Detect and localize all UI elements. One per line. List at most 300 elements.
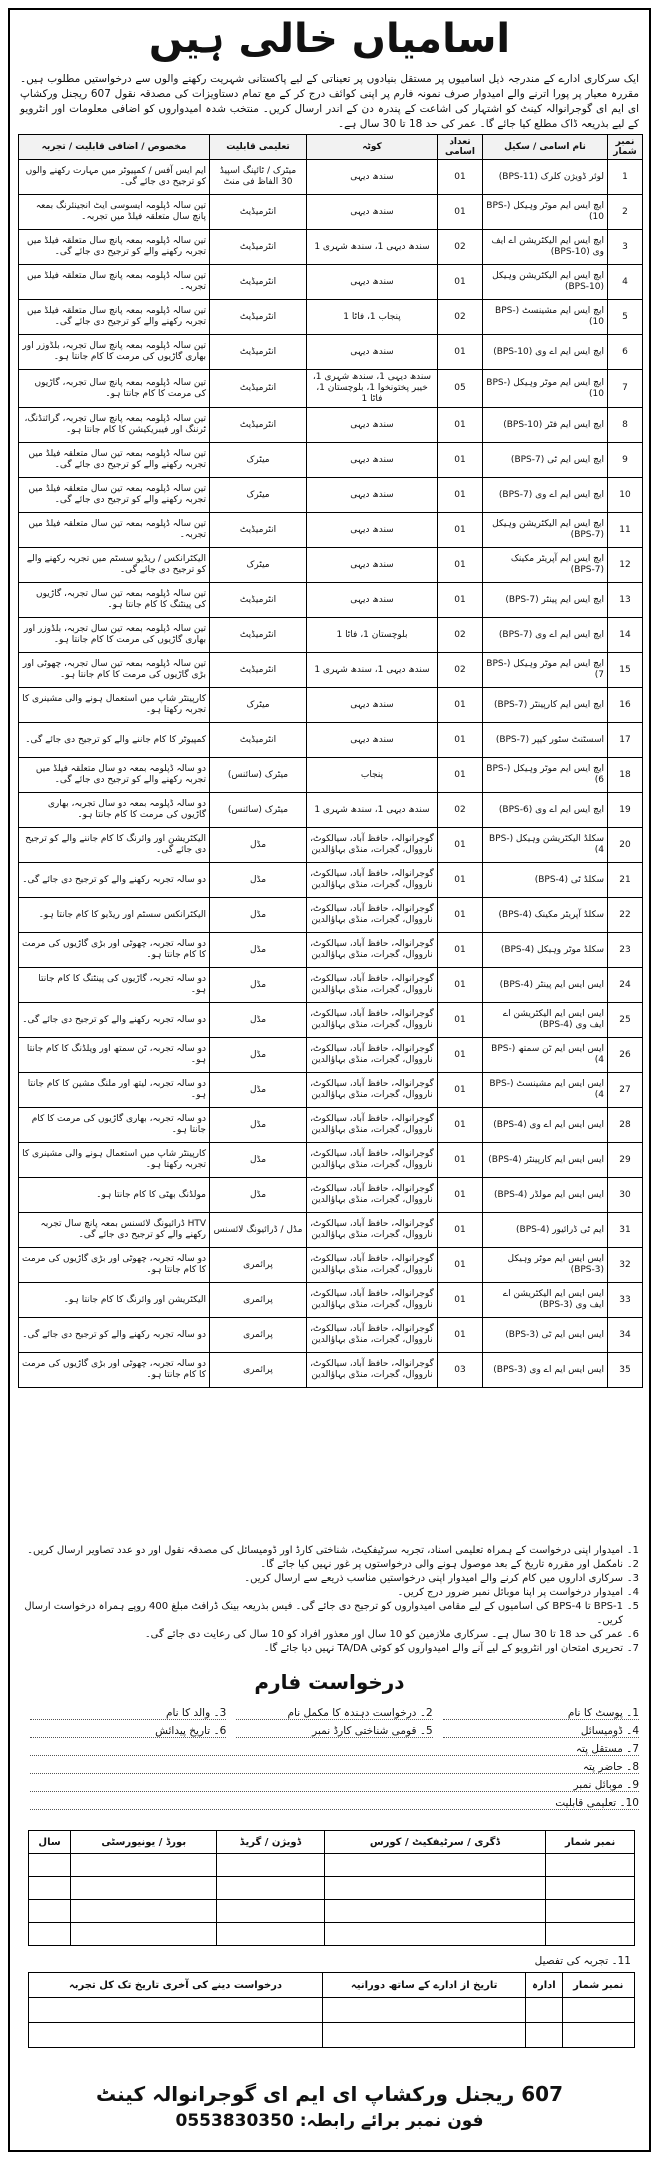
education-cell[interactable] [217,1877,324,1900]
cell-qual: انٹرمیڈیٹ [210,300,307,335]
cell-exp: دو سالہ تجربہ رکھنے والے کو ترجیح دی جائے گی۔ [19,1318,210,1353]
cell-exp: دو سالہ تجربہ، لیتھ اور ملنگ مشین کا کام جانتا ہو۔ [19,1073,210,1108]
cell-exp: دو سالہ تجربہ، چھوٹی اور بڑی گاڑیوں کی مرمت کا کام جانتا ہو۔ [19,1353,210,1388]
cell-exp: تین سالہ ڈپلومہ بمعہ تین سال تجربہ، گاڑیوں کی پینٹنگ کا کام جانتا ہو۔ [19,583,210,618]
experience-header: ادارہ [526,1973,562,1998]
cell-sn: 15 [608,653,643,688]
table-row [19,863,643,898]
cell-qty: 01 [438,933,483,968]
cell-post: ایس ایس ایم کارپینٹر (BPS-4) [483,1143,608,1178]
cell-exp: الیکٹریشن اور وائرنگ کا کام جانتا ہو۔ [19,1283,210,1318]
cell-qty: 02 [438,300,483,335]
note-text: امیدوار درخواست پر اپنا موبائل نمبر ضرور درج کریں۔ [397,1587,623,1598]
cell-qty: 01 [438,160,483,195]
form-field: 6۔ تاریخ پیدائش [30,1725,226,1738]
header-exp: مخصوص / اضافی قابلیت / تجربہ [19,135,210,160]
cell-qual: پرائمری [210,1248,307,1283]
form-field: 2۔ درخواست دہندہ کا مکمل نام [236,1707,432,1720]
cell-post: ایچ ایس ایم اے وی (BPS-7) [483,478,608,513]
cell-sn: 26 [608,1038,643,1073]
cell-sn: 27 [608,1073,643,1108]
cell-qty: 01 [438,898,483,933]
cell-post: ایس ایس ایم اے وی (BPS-4) [483,1108,608,1143]
form-title: درخواست فارم [254,1670,405,1694]
cell-quota: گوجرانوالہ، حافظ آباد، سیالکوٹ، نارووال، گجرات، منڈی بہاؤالدین [307,1003,438,1038]
intro-paragraph: ایک سرکاری ادارے کے مندرجہ ذیل اسامیوں پر مستقل بنیادوں پر تعیناتی کے لیے پاکستانی شہریت رکھنے والوں سے درخواستیں مطلوب ہیں۔ مقررہ معیار پر پورا اترنے والے امیدوار صرف نمونہ فارم پر اپنی کوائف درج کر کے مع تمام دستاویزات کی مصدقہ نقول 607 ریجنل ورکشاپ ای ایم ای گوجرانوالہ کینٹ کو اشتہار کی اشاعت کے پندرہ دن کے اندر ارسال کریں۔ منتخب شدہ امیدواروں کو اضافی معلومات اور انٹرویو کے لیے بذریعہ ڈاک مطلع کیا جائے گا۔ عمر کی حد 18 تا 30 سال ہے۔ [20,73,639,130]
education-row [29,1877,635,1900]
advertisement-page [8,8,651,2152]
cell-quota: گوجرانوالہ، حافظ آباد، سیالکوٹ، نارووال، گجرات، منڈی بہاؤالدین [307,1283,438,1318]
notes-section [20,1544,639,1656]
cell-quota: پنجاب [307,758,438,793]
cell-exp: دو سالہ تجربہ، چھوٹی اور بڑی گاڑیوں کی مرمت کا کام جانتا ہو۔ [19,933,210,968]
cell-sn: 12 [608,548,643,583]
cell-quota: سندھ دیہی [307,408,438,443]
experience-header: نمبر شمار [562,1973,634,1998]
form-field: 4۔ ڈومیسائل [443,1725,639,1738]
cell-qual: انٹرمیڈیٹ [210,335,307,370]
education-cell[interactable] [217,1923,324,1946]
cell-qual: مڈل [210,898,307,933]
cell-quota: سندھ دیہی [307,513,438,548]
education-cell[interactable] [29,1854,71,1877]
cell-qty: 01 [438,1108,483,1143]
education-cell[interactable] [29,1877,71,1900]
cell-qual: پرائمری [210,1353,307,1388]
cell-quota: گوجرانوالہ، حافظ آباد، سیالکوٹ، نارووال، گجرات، منڈی بہاؤالدین [307,828,438,863]
table-row [19,548,643,583]
cell-sn: 20 [608,828,643,863]
cell-qty: 01 [438,1178,483,1213]
cell-quota: گوجرانوالہ، حافظ آباد، سیالکوٹ، نارووال، گجرات، منڈی بہاؤالدین [307,1038,438,1073]
table-row [19,793,643,828]
cell-exp: تین سالہ ڈپلومہ بمعہ پانچ سال متعلقہ فیلڈ میں تجربہ رکھنے والے کو ترجیح دی جائے گی۔ [19,230,210,265]
table-row [19,195,643,230]
experience-header: درخواست دینے کی آخری تاریخ تک کل تجربہ [29,1973,323,1998]
cell-sn: 16 [608,688,643,723]
education-cell[interactable] [546,1923,635,1946]
form-row [20,1720,639,1738]
cell-sn: 17 [608,723,643,758]
cell-qual: مڈل [210,1143,307,1178]
cell-sn: 23 [608,933,643,968]
cell-quota: سندھ دیہی [307,335,438,370]
cell-exp: تین سالہ ڈپلومہ بمعہ پانچ سال متعلقہ فیلڈ میں تجربہ رکھنے والے کو ترجیح دی جائے گی۔ [19,300,210,335]
cell-quota: گوجرانوالہ، حافظ آباد، سیالکوٹ، نارووال، گجرات، منڈی بہاؤالدین [307,1213,438,1248]
cell-exp: دو سالہ تجربہ، ٹن سمتھ اور ویلڈنگ کا کام جانتا ہو۔ [19,1038,210,1073]
cell-post: ایس ایس ایم الیکٹریشن اے ایف وی (BPS-3) [483,1283,608,1318]
cell-exp: تین سالہ ڈپلومہ بمعہ تین سال متعلقہ فیلڈ میں تجربہ رکھنے والے کو ترجیح دی جائے گی۔ [19,443,210,478]
table-row [19,513,643,548]
education-header: ڈگری / سرٹیفکیٹ / کورس [324,1831,546,1854]
cell-quota: گوجرانوالہ، حافظ آباد، سیالکوٹ، نارووال، گجرات، منڈی بہاؤالدین [307,933,438,968]
experience-cell[interactable] [29,2023,323,2048]
education-header: بورڈ / یونیورسٹی [71,1831,217,1854]
table-row [19,1213,643,1248]
cell-quota: گوجرانوالہ، حافظ آباد، سیالکوٹ، نارووال، گجرات، منڈی بہاؤالدین [307,1178,438,1213]
table-row [19,478,643,513]
cell-qual: انٹرمیڈیٹ [210,370,307,408]
table-row [19,968,643,1003]
education-cell[interactable] [324,1877,546,1900]
education-cell[interactable] [71,1854,217,1877]
cell-qty: 01 [438,335,483,370]
cell-post: ایچ ایس ایم موٹر وہیکل (BPS-6) [483,758,608,793]
experience-cell[interactable] [526,2023,562,2048]
cell-qual: میٹرک / ٹائپنگ اسپیڈ 30 الفاظ فی منٹ [210,160,307,195]
cell-post: سکلڈ ٹی (BPS-4) [483,863,608,898]
cell-quota: پنجاب 1، فاٹا 1 [307,300,438,335]
education-cell[interactable] [29,1900,71,1923]
cell-qty: 05 [438,370,483,408]
table-row [19,933,643,968]
cell-sn: 30 [608,1178,643,1213]
cell-post: ایچ ایس ایم فٹر (BPS-10) [483,408,608,443]
form-field: 9۔ موبائل نمبر [30,1779,639,1792]
note-number: 2۔ [626,1559,639,1570]
cell-post: ایس ایس ایم اے وی (BPS-3) [483,1353,608,1388]
table-row [19,1038,643,1073]
cell-sn: 28 [608,1108,643,1143]
footer [10,2082,649,2131]
cell-qty: 01 [438,583,483,618]
form-field: 10۔ تعلیمی قابلیت [30,1797,639,1810]
cell-quota: سندھ دیہی [307,723,438,758]
cell-post: ایس ایس ایم ٹی (BPS-3) [483,1318,608,1353]
table-row [19,618,643,653]
cell-qual: میٹرک [210,688,307,723]
education-row [29,1854,635,1877]
note-item [20,1642,639,1656]
cell-exp: تین سالہ ڈپلومہ ایسوسی ایٹ انجینئرنگ بمعہ پانچ سال متعلقہ فیلڈ میں تجربہ۔ [19,195,210,230]
cell-quota: گوجرانوالہ، حافظ آباد، سیالکوٹ، نارووال، گجرات، منڈی بہاؤالدین [307,1108,438,1143]
education-cell[interactable] [71,1877,217,1900]
cell-qty: 01 [438,513,483,548]
cell-post: ایچ ایس ایم الیکٹریشن وہیکل (BPS-10) [483,265,608,300]
cell-sn: 33 [608,1283,643,1318]
experience-header: تاریخ از ادارے کے ساتھ دورانیہ [323,1973,526,1998]
cell-qual: میٹرک (سائنس) [210,758,307,793]
education-cell[interactable] [217,1900,324,1923]
table-row [19,583,643,618]
cell-sn: 32 [608,1248,643,1283]
form-row [20,1756,639,1774]
education-table-body [29,1854,635,1946]
table-row [19,408,643,443]
cell-qty: 02 [438,618,483,653]
footer-organization: 607 ریجنل ورکشاپ ای ایم ای گوجرانوالہ کینٹ [95,2082,564,2106]
cell-qty: 01 [438,265,483,300]
table-row [19,370,643,408]
cell-post: ایچ ایس ایم الیکٹریشن وہیکل (BPS-7) [483,513,608,548]
education-cell[interactable] [546,1900,635,1923]
cell-quota: سندھ دیہی 1، سندھ شہری 1 [307,653,438,688]
cell-post: ایچ ایس ایم کارپینٹر (BPS-7) [483,688,608,723]
cell-qty: 03 [438,1353,483,1388]
cell-exp: تین سالہ ڈپلومہ بمعہ پانچ سال تجربہ، بلڈوزر اور بھاری گاڑیوں کی مرمت کا کام جانتا ہو۔ [19,335,210,370]
cell-qty: 01 [438,548,483,583]
cell-quota: سندھ دیہی [307,583,438,618]
cell-qty: 01 [438,688,483,723]
footer-phone: فون نمبر برائے رابطہ: 0553830350 [175,2111,484,2131]
education-header: ڈویژن / گریڈ [217,1831,324,1854]
experience-label: 11۔ تجربہ کی تفصیل [534,1955,631,1967]
education-cell[interactable] [546,1854,635,1877]
cell-exp: تین سالہ ڈپلومہ بمعہ پانچ سال تجربہ، گرائنڈنگ، ٹرننگ اور فیبریکیشن کا کام جانتا ہو۔ [19,408,210,443]
experience-row [29,2023,635,2048]
cell-qty: 01 [438,1073,483,1108]
cell-quota: گوجرانوالہ، حافظ آباد، سیالکوٹ، نارووال، گجرات، منڈی بہاؤالدین [307,1318,438,1353]
cell-qual: مڈل [210,1003,307,1038]
education-row [29,1923,635,1946]
table-row [19,1318,643,1353]
cell-sn: 7 [608,370,643,408]
cell-exp: دو سالہ تجربہ، بھاری گاڑیوں کی مرمت کا کام جانتا ہو۔ [19,1108,210,1143]
note-item [20,1558,639,1572]
note-item [20,1600,639,1628]
experience-table-header [29,1973,635,1998]
header-post: نام اسامی / سکیل [483,135,608,160]
table-row [19,1073,643,1108]
cell-post: لوئر ڈویژن کلرک (BPS-11) [483,160,608,195]
cell-quota: گوجرانوالہ، حافظ آباد، سیالکوٹ، نارووال، گجرات، منڈی بہاؤالدین [307,1248,438,1283]
education-cell[interactable] [29,1923,71,1946]
vacancy-table-header [19,135,643,160]
education-cell[interactable] [324,1900,546,1923]
cell-exp: کارپینٹر شاپ میں استعمال ہونے والی مشینری کا تجربہ رکھتا ہو۔ [19,688,210,723]
note-text: امیدوار اپنی درخواست کے ہمراہ تعلیمی اسناد، تجربہ سرٹیفکیٹ، شناختی کارڈ اور ڈومیسائل کی مصدقہ نقول اور دو عدد تصاویر ارسال کریں۔ [27,1545,623,1556]
cell-qty: 01 [438,408,483,443]
table-row [19,160,643,195]
cell-qty: 01 [438,1038,483,1073]
cell-sn: 8 [608,408,643,443]
cell-qual: مڈل [210,1108,307,1143]
cell-qty: 02 [438,230,483,265]
cell-quota: گوجرانوالہ، حافظ آباد، سیالکوٹ، نارووال، گجرات، منڈی بہاؤالدین [307,863,438,898]
cell-sn: 6 [608,335,643,370]
header-qty: تعداد اسامی [438,135,483,160]
header-quota: کوٹہ [307,135,438,160]
cell-qty: 01 [438,863,483,898]
cell-qty: 01 [438,723,483,758]
cell-quota: سندھ دیہی [307,478,438,513]
cell-exp: الیکٹریشن اور وائرنگ کا کام جاننے والے کو ترجیح دی جائے گی۔ [19,828,210,863]
cell-post: ایچ ایس ایم اے وی (BPS-6) [483,793,608,828]
experience-cell[interactable] [323,2023,526,2048]
note-item [20,1628,639,1642]
cell-sn: 3 [608,230,643,265]
cell-post: ایچ ایس ایم پینٹر (BPS-7) [483,583,608,618]
cell-qual: انٹرمیڈیٹ [210,653,307,688]
cell-qty: 01 [438,1318,483,1353]
cell-quota: سندھ دیہی 1، سندھ شہری 1، خیبر پختونخوا 1، بلوچستان 1، فاٹا 1 [307,370,438,408]
note-item [20,1572,639,1586]
cell-qual: میٹرک [210,548,307,583]
cell-sn: 31 [608,1213,643,1248]
table-row [19,1003,643,1038]
cell-qual: مڈل [210,1073,307,1108]
table-row [19,1178,643,1213]
note-number: 1۔ [626,1545,639,1556]
cell-post: ایس ایس ایم مولڈر (BPS-4) [483,1178,608,1213]
cell-sn: 4 [608,265,643,300]
cell-exp: HTV ڈرائیونگ لائسنس بمعہ پانچ سال تجربہ رکھنے والے کو ترجیح دی جائے گی۔ [19,1213,210,1248]
table-row [19,653,643,688]
cell-sn: 9 [608,443,643,478]
cell-post: ایچ ایس ایم آپریٹر مکینک (BPS-7) [483,548,608,583]
cell-sn: 1 [608,160,643,195]
cell-exp: تین سالہ ڈپلومہ بمعہ پانچ سال متعلقہ فیلڈ میں تجربہ۔ [19,265,210,300]
cell-exp: دو سالہ تجربہ رکھنے والے کو ترجیح دی جائے گی۔ [19,1003,210,1038]
cell-qty: 01 [438,1283,483,1318]
cell-sn: 11 [608,513,643,548]
cell-qty: 01 [438,443,483,478]
form-row [20,1792,639,1810]
cell-post: سکلڈ الیکٹریشن وہیکل (BPS-4) [483,828,608,863]
cell-qty: 01 [438,1248,483,1283]
cell-exp: تین سالہ ڈپلومہ بمعہ تین سال تجربہ، بلڈوزر اور بھاری گاڑیوں کی مرمت کا کام جانتا ہو۔ [19,618,210,653]
education-cell[interactable] [546,1877,635,1900]
cell-post: ایس ایس ایم پینٹر (BPS-4) [483,968,608,1003]
form-row [20,1702,639,1720]
note-item [20,1586,639,1600]
cell-exp: تین سالہ ڈپلومہ بمعہ تین سال متعلقہ فیلڈ میں تجربہ رکھنے والے کو ترجیح دی جائے گی۔ [19,478,210,513]
header-qual: تعلیمی قابلیت [210,135,307,160]
table-row [19,688,643,723]
education-cell[interactable] [71,1900,217,1923]
cell-exp: تین سالہ ڈپلومہ بمعہ تین سال تجربہ، چھوٹی اور بڑی گاڑیوں کی مرمت کا کام جانتا ہو۔ [19,653,210,688]
table-row [19,1143,643,1178]
education-cell[interactable] [324,1854,546,1877]
cell-exp: الیکٹرانکس / ریڈیو سسٹم میں تجربہ رکھنے والے کو ترجیح دی جائے گی۔ [19,548,210,583]
cell-qual: مڈل [210,863,307,898]
cell-post: سکلڈ آپریٹر مکینک (BPS-4) [483,898,608,933]
note-text: تحریری امتحان اور انٹرویو کے لیے آنے والے امیدواروں کو کوئی TA/DA نہیں دیا جائے گا۔ [263,1643,623,1654]
cell-post: ایچ ایس ایم ٹی (BPS-7) [483,443,608,478]
cell-qual: پرائمری [210,1283,307,1318]
cell-qty: 01 [438,758,483,793]
cell-qual: انٹرمیڈیٹ [210,195,307,230]
cell-post: ایم ٹی ڈرائیور (BPS-4) [483,1213,608,1248]
experience-row [29,1998,635,2023]
cell-sn: 2 [608,195,643,230]
form-field: 5۔ قومی شناختی کارڈ نمبر [236,1725,432,1738]
cell-qual: انٹرمیڈیٹ [210,618,307,653]
cell-qty: 01 [438,968,483,1003]
cell-qual: میٹرک [210,478,307,513]
table-row [19,1353,643,1388]
cell-post: ایچ ایس ایم اے وی (BPS-10) [483,335,608,370]
cell-exp: دو سالہ ڈپلومہ بمعہ دو سال متعلقہ فیلڈ میں تجربہ رکھنے والے کو ترجیح دی جائے گی۔ [19,758,210,793]
form-field: 1۔ پوسٹ کا نام [443,1707,639,1720]
cell-sn: 19 [608,793,643,828]
cell-exp: کارپینٹر شاپ میں استعمال ہونے والی مشینری کا تجربہ رکھتا ہو۔ [19,1143,210,1178]
cell-sn: 35 [608,1353,643,1388]
cell-qty: 01 [438,1213,483,1248]
cell-post: ایچ ایس ایم موٹر وہیکل (BPS-10) [483,195,608,230]
note-text: سرکاری اداروں میں کام کرنے والے امیدوار اپنی درخواستیں مناسب ذریعے سے ارسال کریں۔ [244,1573,623,1584]
vacancy-table [18,134,643,1388]
cell-post: ایچ ایس ایم موٹر وہیکل (BPS-7) [483,653,608,688]
cell-sn: 10 [608,478,643,513]
header-sn: نمبر شمار [608,135,643,160]
note-number: 4۔ [626,1587,639,1598]
cell-post: ایس ایس ایم مشینسٹ (BPS-4) [483,1073,608,1108]
form-field: 8۔ حاضر پتہ [30,1761,639,1774]
education-table-header [29,1831,635,1854]
table-row [19,898,643,933]
cell-exp: تین سالہ ڈپلومہ بمعہ تین سال متعلقہ فیلڈ میں تجربہ۔ [19,513,210,548]
education-header: نمبر شمار [546,1831,635,1854]
cell-quota: سندھ دیہی [307,688,438,723]
cell-quota: گوجرانوالہ، حافظ آباد، سیالکوٹ، نارووال، گجرات، منڈی بہاؤالدین [307,1353,438,1388]
cell-quota: سندھ دیہی [307,548,438,583]
cell-sn: 34 [608,1318,643,1353]
cell-qual: انٹرمیڈیٹ [210,583,307,618]
cell-qty: 02 [438,653,483,688]
cell-exp: کمپیوٹر کا کام جاننے والے کو ترجیح دی جائے گی۔ [19,723,210,758]
cell-sn: 13 [608,583,643,618]
cell-post: ایچ ایس ایم الیکٹریشن اے ایف وی (BPS-10) [483,230,608,265]
cell-sn: 29 [608,1143,643,1178]
cell-sn: 14 [608,618,643,653]
form-fields [20,1702,639,1810]
cell-qual: مڈل [210,828,307,863]
cell-qty: 01 [438,195,483,230]
cell-sn: 24 [608,968,643,1003]
cell-qual: مڈل [210,968,307,1003]
experience-table [28,1972,635,2048]
cell-qual: انٹرمیڈیٹ [210,230,307,265]
cell-qty: 01 [438,1143,483,1178]
cell-post: ایچ ایس ایم مشینسٹ (BPS-10) [483,300,608,335]
form-field: 3۔ والد کا نام [30,1707,226,1720]
cell-post: ایس ایس ایم موٹر وہیکل (BPS-3) [483,1248,608,1283]
experience-cell[interactable] [562,2023,634,2048]
experience-cell[interactable] [29,1998,323,2023]
form-row [20,1738,639,1756]
experience-cell[interactable] [562,1998,634,2023]
experience-cell[interactable] [323,1998,526,2023]
note-number: 3۔ [626,1573,639,1584]
cell-quota: گوجرانوالہ، حافظ آباد، سیالکوٹ، نارووال، گجرات، منڈی بہاؤالدین [307,1143,438,1178]
cell-qual: انٹرمیڈیٹ [210,265,307,300]
cell-qual: انٹرمیڈیٹ [210,513,307,548]
cell-post: ایچ ایس ایم اے وی (BPS-7) [483,618,608,653]
cell-quota: سندھ دیہی 1، سندھ شہری 1 [307,793,438,828]
cell-exp: دو سالہ تجربہ رکھنے والے کو ترجیح دی جائے گی۔ [19,863,210,898]
note-item [20,1544,639,1558]
education-cell[interactable] [324,1923,546,1946]
cell-post: اسسٹنٹ سٹور کیپر (BPS-7) [483,723,608,758]
note-number: 5۔ [626,1601,639,1612]
cell-qual: مڈل [210,1178,307,1213]
education-table [28,1830,635,1946]
table-row [19,723,643,758]
cell-qual: میٹرک (سائنس) [210,793,307,828]
experience-cell[interactable] [526,1998,562,2023]
education-cell[interactable] [217,1854,324,1877]
cell-sn: 22 [608,898,643,933]
cell-sn: 5 [608,300,643,335]
note-text: عمر کی حد 18 تا 30 سال ہے۔ سرکاری ملازمین کو 10 سال اور معذور افراد کو 10 سال کی رعایت دی جائے گی۔ [144,1629,623,1640]
cell-qty: 02 [438,793,483,828]
experience-table-body [29,1998,635,2048]
cell-exp: دو سالہ تجربہ، گاڑیوں کی پینٹنگ کا کام جانتا ہو۔ [19,968,210,1003]
education-cell[interactable] [71,1923,217,1946]
cell-qty: 01 [438,1003,483,1038]
cell-quota: سندھ دیہی 1، سندھ شہری 1 [307,230,438,265]
